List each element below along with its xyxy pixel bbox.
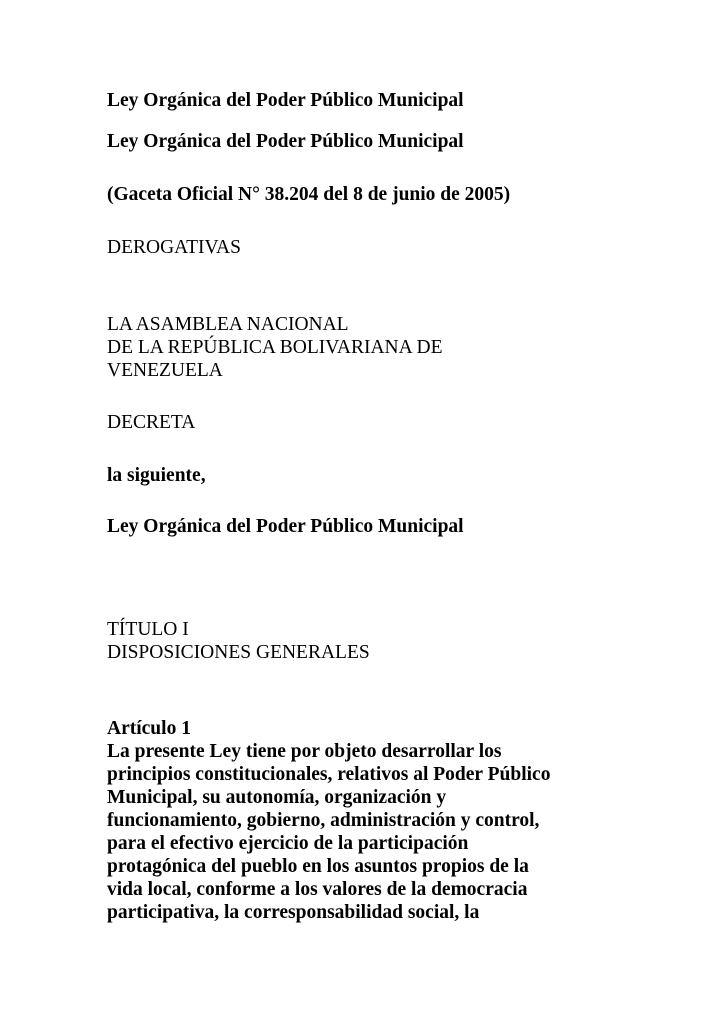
titulo-line: TÍTULO I <box>107 619 189 640</box>
law-title: Ley Orgánica del Poder Público Municipal <box>107 516 464 537</box>
gazette-reference: (Gaceta Oficial N° 38.204 del 8 de junio de 2005) <box>107 184 511 205</box>
article-line: participativa, la corresponsabilidad social, la <box>107 902 480 923</box>
article-line: principios constitucionales, relativos al Poder Público <box>107 764 551 785</box>
article-line: para el efectivo ejercicio de la participación <box>107 833 469 854</box>
document-subheading: Ley Orgánica del Poder Público Municipal <box>107 131 464 152</box>
article-line: protagónica del pueblo en los asuntos propios de la <box>107 856 529 877</box>
titulo-line: DISPOSICIONES GENERALES <box>107 642 370 663</box>
la-siguiente-label: la siguiente, <box>107 465 206 486</box>
asamblea-line: LA ASAMBLEA NACIONAL <box>107 314 349 335</box>
article-line: vida local, conforme a los valores de la democracia <box>107 879 528 900</box>
article-line: Municipal, su autonomía, organización y <box>107 787 447 808</box>
asamblea-line: DE LA REPÚBLICA BOLIVARIANA DE <box>107 337 443 358</box>
derogativas-label: DEROGATIVAS <box>107 237 241 258</box>
document-heading: Ley Orgánica del Poder Público Municipal <box>107 90 464 111</box>
article-line: funcionamiento, gobierno, administración y control, <box>107 810 540 831</box>
article-heading: Artículo 1 <box>107 718 191 739</box>
asamblea-line: VENEZUELA <box>107 360 223 381</box>
article-line: La presente Ley tiene por objeto desarrollar los <box>107 741 502 762</box>
decreta-label: DECRETA <box>107 412 196 433</box>
